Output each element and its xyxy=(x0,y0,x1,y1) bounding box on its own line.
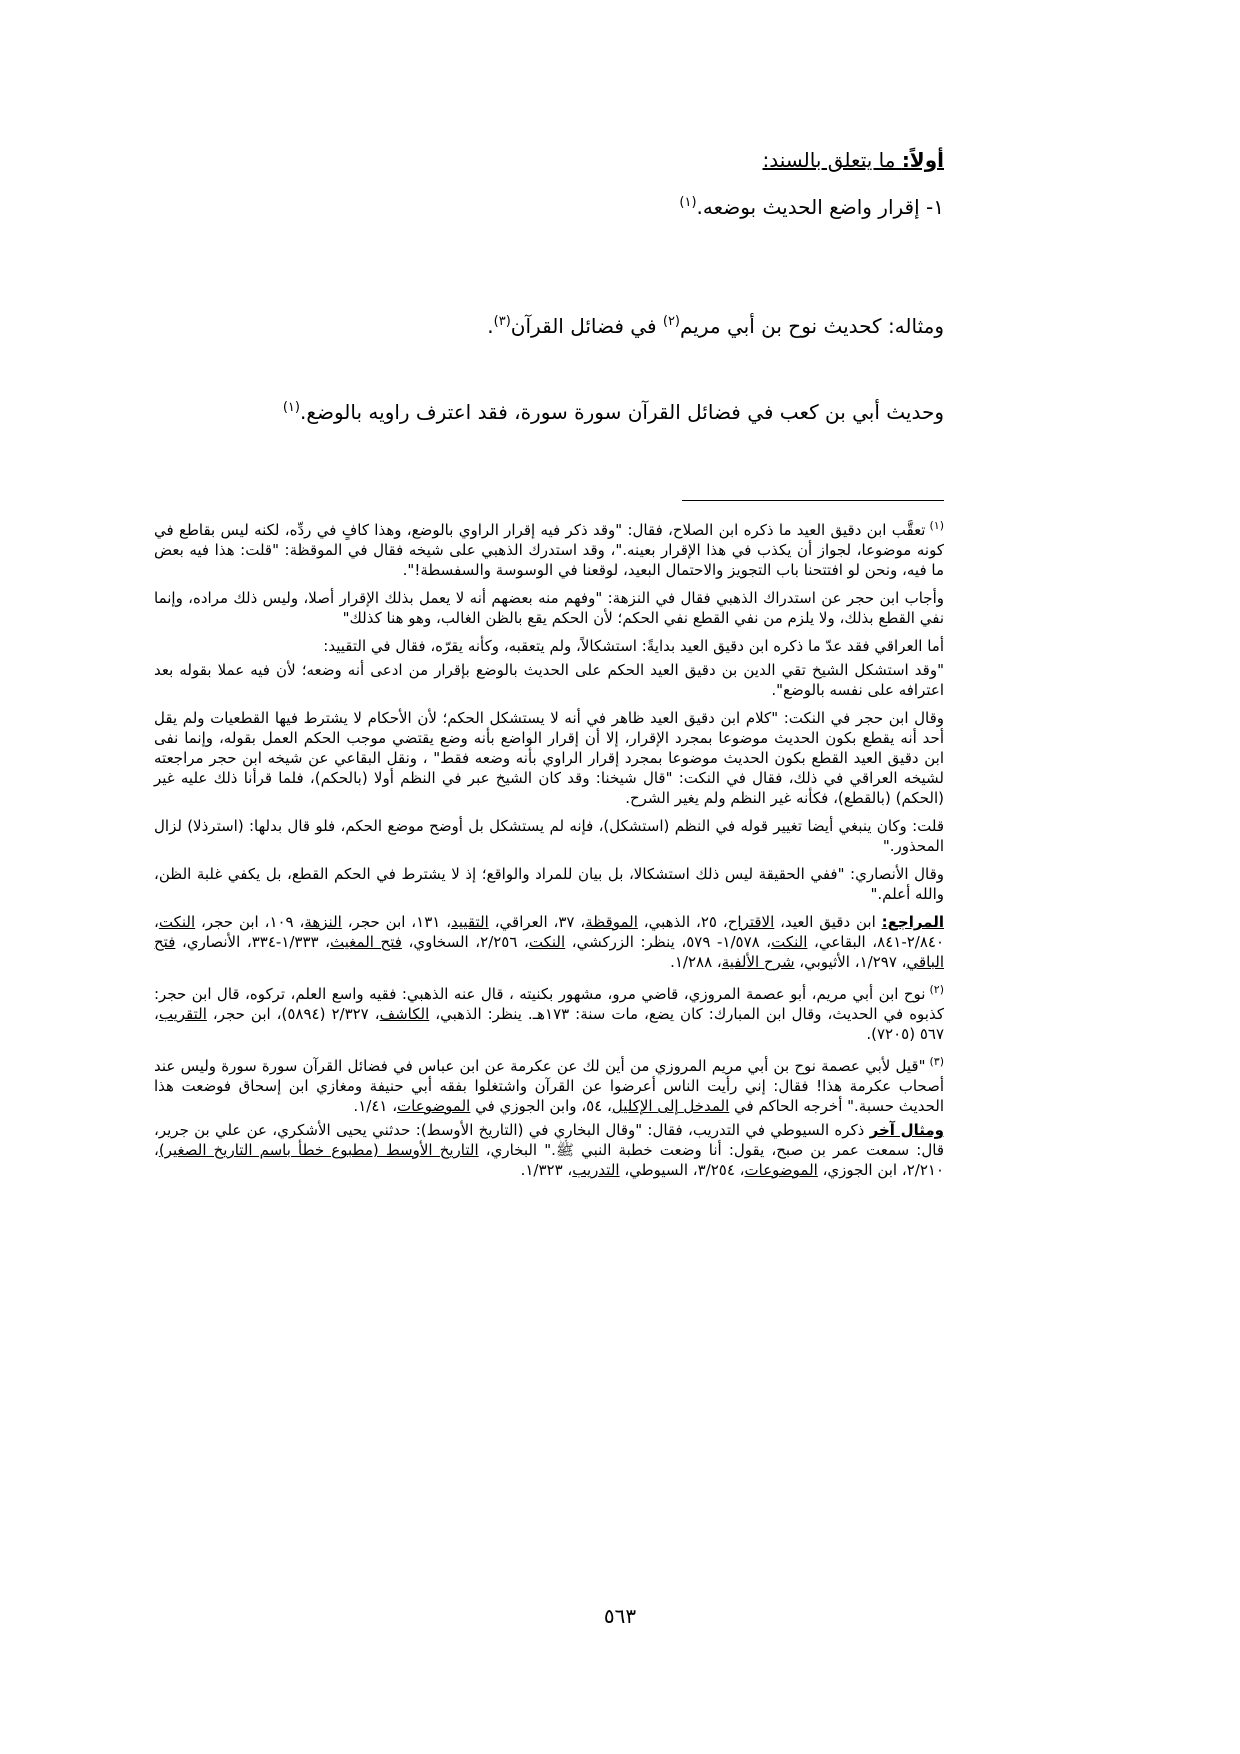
footnote-separator xyxy=(682,500,944,501)
section-heading xyxy=(184,146,944,174)
heading-label: أولاً: xyxy=(901,148,944,172)
footnote-1 xyxy=(154,516,944,580)
references: المراجع: ابن دقيق العيد، الاقتراح، ٢٥، الذهبي، الموقظة، ٣٧، العراقي، التقييد، ١٣١، ابن حجر، النزهة، ١٠٩، ابن حجر، النكت، ٢/٨٤٠-٨٤١، البقاعي، النكت، ١/٥٧٨- ٥٧٩، ينظر: الزركشي، النكت، ٢/٢٥٦، السخاوي، فتح المغيث، ١/٣٣٣-٣٣٤، الأنصاري، فتح الباقي، ١/٢٩٧، الأثيوبي، شرح الألفية، ١/٢٨٨. xyxy=(154,913,945,971)
ref-title: النكت xyxy=(528,933,566,951)
footnote-mark: (٣) xyxy=(929,1055,944,1068)
ref-title: النزهة xyxy=(304,913,342,931)
ref-title: الموضوعات xyxy=(744,1161,818,1179)
footnote-text: وقال الأنصاري: "ففي الحقيقة ليس ذلك استشكالا، بل بيان للمراد والواقع؛ إذ لا يشترط في الحكم القطع، بل يكفي غلبة الظن، والله أعلم." xyxy=(154,865,944,903)
footnote-text: أما العراقي فقد عدّ ما ذكره ابن دقيق العيد بدايةً: استشكالاً، ولم يتعقبه، وكأنه يقرّه، فقال في التقييد: xyxy=(323,637,944,655)
footnote-2: $^{(٢)}$نوح ابن أبي مريم، أبو عصمة المروزي، قاضي مرو، مشهور بكنيته ، قال عنه الذهبي: فقيه واسع العلم، تركوه، قال ابن حجر: كذبوه في الحديث، وقال ابن المبارك: كان يضع، مات سنة: ١٧٣هـ. ينظر: الذهبي، الكاشف، ٢/٣٢٧ (٥٨٩٤)، ابن حجر، التقريب، ٥٦٧ (٧٢٠٥). xyxy=(154,983,945,1043)
ref-title: المدخل إلى الإكليل xyxy=(611,1097,730,1115)
paragraph-text: وحديث أبي بن كعب في فضائل القرآن سورة سورة، فقد اعترف راويه بالوضع. xyxy=(299,400,944,424)
footnote-text: قلت: وكان ينبغي أيضا تغيير قوله في النظم (استشكل)، فإنه لم يستشكل بل أوضح موضع الحكم، فلو قال بدلها: (استرذلا) لزال المحذور." xyxy=(154,817,944,855)
footnote-ref[interactable]: (١) xyxy=(282,400,300,415)
footnote-text: وأجاب ابن حجر عن استدراك الذهبي فقال في النزهة: "وفهم منه بعضهم أنه لا يعمل بذلك الإقرار أصلا، وليس ذلك مراده، وإنما نفي القطع بذلك، ولا يلزم من نفي القطع نفي الحكم؛ لأن الحكم يقع بالظن الغالب، وهو هنا كذلك" xyxy=(154,589,944,627)
ref-title: التاريخ الأوسط (مطبوع خطأ باسم التاريخ الصغير) xyxy=(158,1141,479,1159)
ref-title: فتح الباقي xyxy=(154,933,944,971)
ref-title: الاقتراح xyxy=(727,913,775,931)
ref-title: النكت xyxy=(158,913,196,931)
ref-title: النكت xyxy=(771,933,808,951)
ref-title: التقريب xyxy=(158,1005,207,1023)
ref-title: شرح الألفية xyxy=(721,953,795,971)
paragraph-item-1 xyxy=(184,193,944,221)
footnote-1-para xyxy=(154,588,944,628)
footnote-text: تعقَّب ابن دقيق العيد ما ذكره ابن الصلاح، فقال: "وقد ذكر فيه إقرار الراوي بالوضع، وهذا كافٍ في ردِّه، لكنه ليس بقاطع في كونه موضوعا، لجواز أن يكذب في هذا الإقرار بعينه."، وقد استدرك الذهبي على شيخه فقال في الموقظة: "قلت: هذا فيه بعض ما فيه، ونحن لو افتتحنا باب التجويز والاحتمال البعيد، لوقعنا في الوسوسة والسفسطة!". xyxy=(154,521,944,579)
footnote-ref[interactable]: (٣) xyxy=(493,314,511,329)
paragraph-text: في فضائل القرآن xyxy=(510,314,663,338)
ref-title: التقييد xyxy=(451,913,489,931)
ref-title: الموضوعات xyxy=(397,1097,471,1115)
footnote-text: وقال ابن حجر في النكت: "كلام ابن دقيق العيد ظاهر في أنه لا يستشكل الحكم؛ لأن الأحكام لا يشترط فيها القطعيات ولم يقل أحد أنه يقطع بكون الحديث موضوعا بمجرد الإقرار، إلا أن إقرار الواضع بأنه وضع يقتضي موجب الحكم العمل بقوله، وإنما نفى ابن دقيق العيد القطع بكون الحديث موضوعا بمجرد إقرار الراوي بأنه وضعه فقط" ، ونقل البقاعي عن شيخه ابن حجر مراجعته لشيخه العراقي في ذلك، فقال في النكت: "قال شيخنا: وقد كان الشيخ عبر في النظم أولا (بالحكم)، فلما قرأنا ذلك عليه غير (الحكم) (بالقطع)، فكأنه غير النظم ولم يغير الشرح. xyxy=(154,709,944,807)
footnote-1-para xyxy=(154,816,944,856)
paragraph-example xyxy=(184,312,944,340)
paragraph-second-example xyxy=(184,398,944,426)
footnote-mark: (١) xyxy=(929,519,944,532)
footnote-ref[interactable]: (٢) xyxy=(662,314,680,329)
ref-title: فتح المغيث xyxy=(330,933,402,951)
example-label: ومثال آخر xyxy=(869,1121,944,1139)
footnotes xyxy=(154,516,944,1188)
footnote-3-example: ومثال آخر ذكره السيوطي في التدريب، فقال: "وقال البخاري في (التاريخ الأوسط): حدثني يحيى الأشكري، عن علي بن جرير، قال: سمعت عمر بن صبح، يقول: أنا وضعت خطبة النبي ﷺ." البخاري، التاريخ الأوسط (مطبوع خطأ باسم التاريخ الصغير)، ٢/٢١٠، ابن الجوزي، الموضوعات، ٣/٢٥٤، السيوطي، التدريب، ١/٣٢٣. xyxy=(154,1121,944,1179)
footnote-1-para xyxy=(154,864,944,904)
ref-title: التدريب xyxy=(572,1161,620,1179)
paragraph-text: ومثاله: كحديث نوح بن أبي مريم xyxy=(680,314,944,338)
footnote-1-para xyxy=(154,708,944,808)
paragraph-text: . xyxy=(487,314,494,338)
footnote-1-para xyxy=(154,636,944,656)
footnote-1-para xyxy=(154,660,944,700)
ref-title: الكاشف xyxy=(379,1005,430,1023)
paragraph-text: ١- إقرار واضع الحديث بوضعه. xyxy=(696,195,944,219)
footnote-ref[interactable]: (١) xyxy=(679,195,697,210)
page-number: ٥٦٣ xyxy=(603,1604,637,1628)
references-label: المراجع: xyxy=(881,913,944,931)
ref-title: الموقظة xyxy=(585,913,638,931)
footnote-3: $^{(٣)}$"قيل لأبي عصمة نوح بن أبي مريم المروزي من أين لك عن عكرمة عن ابن عباس في فضائل القرآن سورة سورة وليس عند أصحاب عكرمة هذا! فقال: إني رأيت الناس أعرضوا عن القرآن واشتغلوا بفقه أبي حنيفة ومغازي ابن إسحاق فوضعت هذا الحديث حسبة." أخرجه الحاكم في المدخل إلى الإكليل، ٥٤، وابن الجوزي في الموضوعات، ١/٤١. xyxy=(154,1055,944,1115)
footnote-text: "وقد استشكل الشيخ تقي الدين بن دقيق العيد الحكم على الحديث بالوضع بإقرار من ادعى أنه وضعه؛ لأن فيه عملا بقوله بعد اعترافه على نفسه بالوضع". xyxy=(154,661,944,699)
footnote-mark: (٢) xyxy=(929,983,944,996)
heading-text: ما يتعلق بالسند: xyxy=(762,148,902,172)
